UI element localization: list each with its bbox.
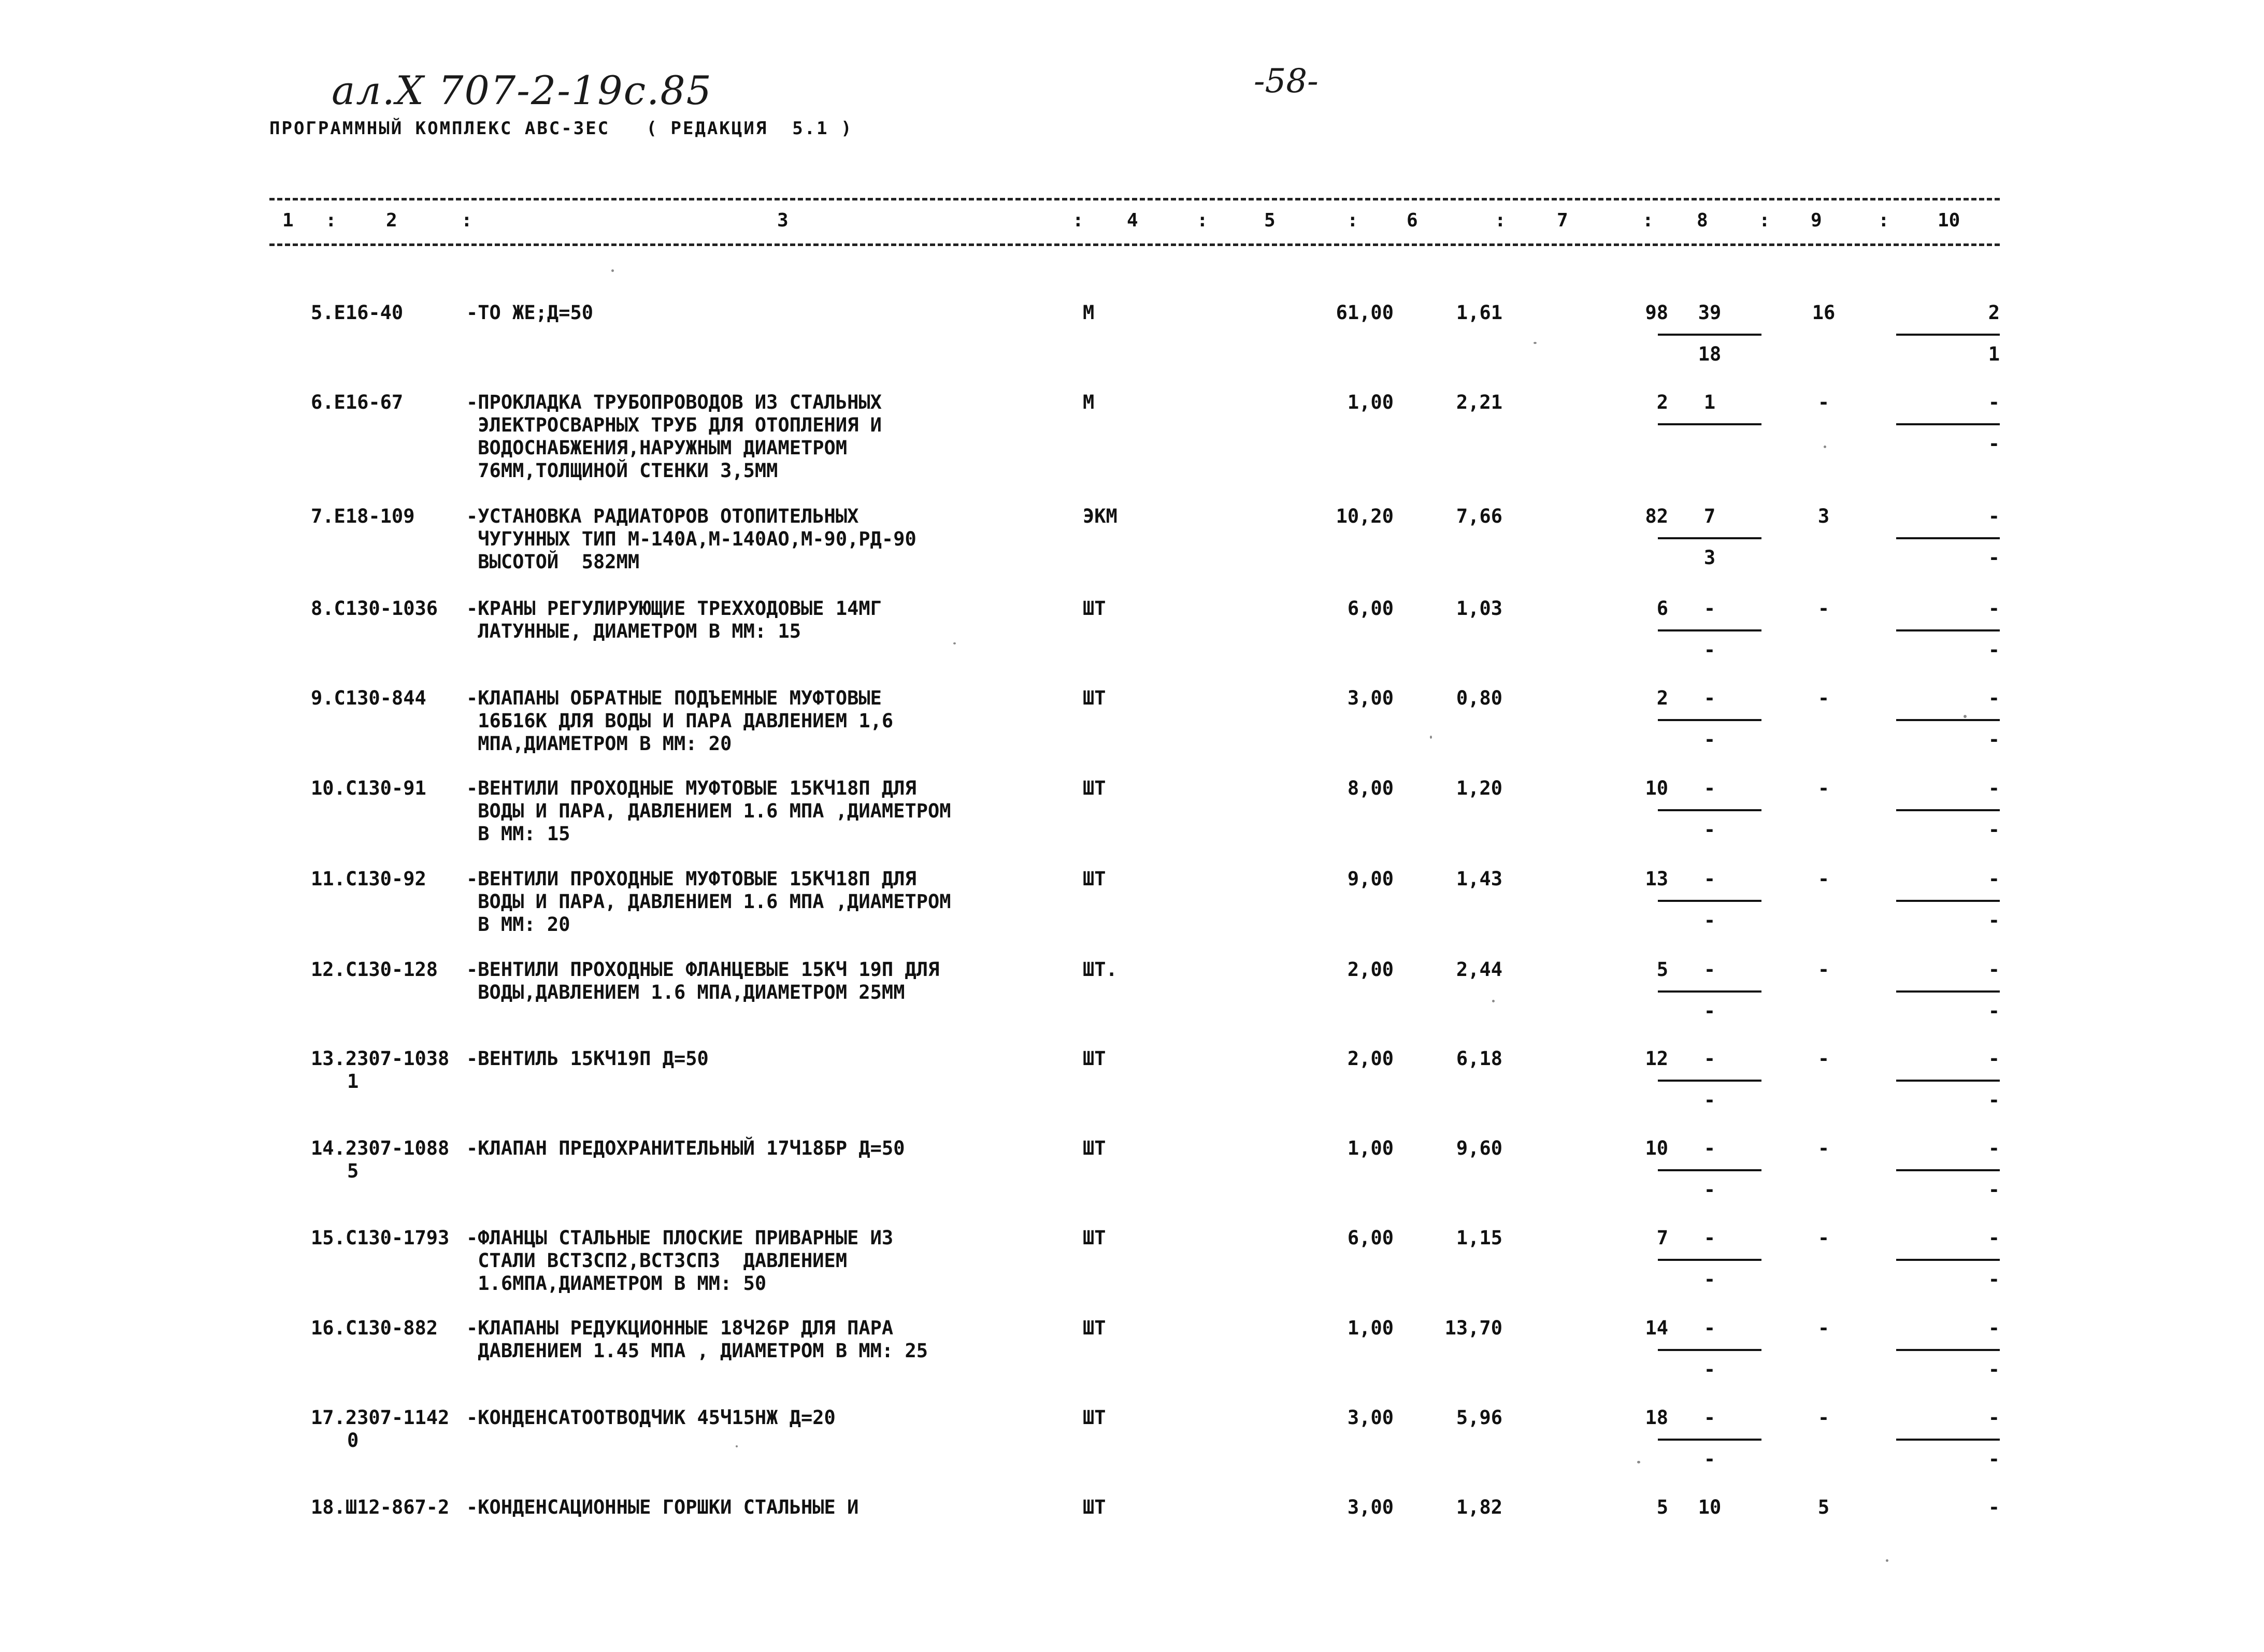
column-number: 6 <box>1407 210 1418 231</box>
item-description: -КЛАПАНЫ ОБРАТНЫЕ ПОДЪЕМНЫЕ МУФТОВЫЕ <box>466 687 882 709</box>
col10-value: - <box>1988 391 2000 413</box>
unit-price: 9,60 <box>1456 1137 1502 1159</box>
item-number: 17.2307-1142 <box>311 1406 450 1429</box>
quantity: 3,00 <box>1347 687 1394 709</box>
fraction-line <box>1658 1080 1761 1082</box>
col9-value: - <box>1817 1406 1830 1429</box>
item-number: 13.2307-1038 <box>311 1047 450 1070</box>
fraction-line <box>1896 1169 2000 1171</box>
unit-price: 1,20 <box>1456 777 1502 799</box>
table-top-rule <box>269 198 2000 200</box>
col8-value: - <box>1703 1406 1716 1429</box>
col10-value: - <box>1988 777 2000 799</box>
col10-below-value: - <box>1988 728 2000 751</box>
col7-value: 5 <box>1656 958 1668 981</box>
col7-value: 10 <box>1645 777 1668 799</box>
col7-value: 13 <box>1645 868 1668 890</box>
quantity: 9,00 <box>1347 868 1394 890</box>
column-number: 10 <box>1938 210 1960 231</box>
col10-below-value: - <box>1988 639 2000 661</box>
item-description: ВОДЫ И ПАРА, ДАВЛЕНИЕМ 1.6 МПА ,ДИАМЕТРОМ <box>466 800 951 822</box>
unit: М <box>1083 301 1095 324</box>
item-description: -ТО ЖЕ;Д=50 <box>466 301 594 324</box>
item-description: 1.6МПА,ДИАМЕТРОМ В ММ: 50 <box>466 1272 767 1295</box>
col8-value: - <box>1703 1227 1716 1249</box>
col10-below-value: - <box>1988 1448 2000 1470</box>
col8-below-value: - <box>1703 1268 1716 1290</box>
item-description: ЧУГУННЫХ ТИП М-140А,М-140АО,М-90,РД-90 <box>466 528 916 550</box>
col10-value: - <box>1988 1317 2000 1339</box>
quantity: 6,00 <box>1347 597 1394 620</box>
column-number-row: 1 : 2 : 3 : 4 : 5 : 6 : 7 : 8 : 9 : 10 <box>282 210 1960 231</box>
item-description: -КЛАПАНЫ РЕДУКЦИОННЫЕ 18Ч26Р ДЛЯ ПАРА <box>466 1317 894 1339</box>
handwritten-document-code: ал.X 707-2-19с.85 <box>332 67 713 113</box>
scan-noise <box>1430 736 1432 739</box>
item-description: -ВЕНТИЛЬ 15КЧ19П Д=50 <box>466 1047 709 1070</box>
col10-below-value: - <box>1988 1179 2000 1201</box>
item-description: ЛАТУННЫЕ, ДИАМЕТРОМ В ММ: 15 <box>466 620 801 642</box>
fraction-line <box>1658 629 1761 631</box>
col8-value: - <box>1703 1137 1716 1159</box>
item-description: В ММ: 15 <box>466 823 570 845</box>
column-number: 7 <box>1557 210 1568 231</box>
col8-below-value: - <box>1703 1179 1716 1201</box>
fraction-line <box>1896 1439 2000 1441</box>
scan-noise <box>1824 446 1826 448</box>
column-number: 1 <box>282 210 294 231</box>
item-description: ДАВЛЕНИЕМ 1.45 МПА , ДИАМЕТРОМ В ММ: 25 <box>466 1340 928 1362</box>
fraction-line <box>1896 1349 2000 1351</box>
col9-value: 16 <box>1812 301 1836 324</box>
column-number: 2 <box>386 210 397 231</box>
col8-below-value: 18 <box>1698 343 1722 365</box>
fraction-line <box>1896 719 2000 721</box>
col10-value: - <box>1988 958 2000 981</box>
scan-noise <box>953 642 956 644</box>
quantity: 3,00 <box>1347 1406 1394 1429</box>
quantity: 1,00 <box>1347 1317 1394 1339</box>
item-description: СТАЛИ ВСТ3СП2,ВСТ3СП3 ДАВЛЕНИЕМ <box>466 1249 848 1272</box>
item-number-suffix: 0 <box>347 1429 359 1452</box>
col8-value: - <box>1703 1047 1716 1070</box>
program-line: ПРОГРАММНЫЙ КОМПЛЕКС АВС-3ЕС ( РЕДАКЦИЯ 5.1 ) <box>269 118 853 139</box>
col10-below-value: - <box>1988 1000 2000 1022</box>
col10-value: - <box>1988 868 2000 890</box>
fraction-line <box>1658 334 1761 336</box>
col10-value: 2 <box>1988 301 2000 324</box>
col9-value: - <box>1817 1317 1830 1339</box>
fraction-line <box>1658 990 1761 993</box>
item-description: -УСТАНОВКА РАДИАТОРОВ ОТОПИТЕЛЬНЫХ <box>466 505 859 527</box>
col8-value: 1 <box>1703 391 1716 413</box>
col9-value: - <box>1817 1047 1830 1070</box>
scan-noise <box>1886 1559 1888 1562</box>
quantity: 2,00 <box>1347 958 1394 981</box>
col8-below-value: 3 <box>1703 547 1716 569</box>
col9-value: 3 <box>1817 505 1830 527</box>
item-number: 6.Е16-67 <box>311 391 404 413</box>
col8-value: 10 <box>1698 1496 1722 1518</box>
item-number: 18.Ш12-867-2 <box>311 1496 450 1518</box>
col8-value: 39 <box>1698 301 1722 324</box>
unit: ШТ <box>1083 1227 1106 1249</box>
scan-noise <box>1534 342 1537 344</box>
unit-price: 1,61 <box>1456 301 1502 324</box>
unit: М <box>1083 391 1095 413</box>
item-number: 11.С130-92 <box>311 868 426 890</box>
col7-value: 2 <box>1656 687 1668 709</box>
col10-below-value: 1 <box>1988 343 2000 365</box>
col9-value: - <box>1817 958 1830 981</box>
column-number: 5 <box>1264 210 1276 231</box>
unit-price: 1,03 <box>1456 597 1502 620</box>
fraction-line <box>1896 809 2000 811</box>
item-number: 7.Е18-109 <box>311 505 415 527</box>
item-description: -ВЕНТИЛИ ПРОХОДНЫЕ ФЛАНЦЕВЫЕ 15КЧ 19П ДЛЯ <box>466 958 940 981</box>
col8-value: - <box>1703 868 1716 890</box>
col9-value: 5 <box>1817 1496 1830 1518</box>
col9-value: - <box>1817 1227 1830 1249</box>
scan-noise <box>611 269 614 272</box>
item-description: МПА,ДИАМЕТРОМ В ММ: 20 <box>466 732 732 755</box>
column-number: 8 <box>1697 210 1708 231</box>
scan-noise <box>1492 1000 1495 1002</box>
fraction-line <box>1896 990 2000 993</box>
item-description: -ВЕНТИЛИ ПРОХОДНЫЕ МУФТОВЫЕ 15КЧ18П ДЛЯ <box>466 868 916 890</box>
col10-value: - <box>1988 505 2000 527</box>
item-description: 16Б16К ДЛЯ ВОДЫ И ПАРА ДАВЛЕНИЕМ 1,6 <box>466 710 894 732</box>
item-description: -КОНДЕНСАЦИОННЫЕ ГОРШКИ СТАЛЬНЫЕ И <box>466 1496 859 1518</box>
unit-price: 1,43 <box>1456 868 1502 890</box>
col8-value: - <box>1703 1317 1716 1339</box>
item-number-suffix: 1 <box>347 1070 359 1093</box>
fraction-line <box>1658 1169 1761 1171</box>
fraction-line <box>1658 719 1761 721</box>
col7-value: 2 <box>1656 391 1668 413</box>
quantity: 10,20 <box>1336 505 1394 527</box>
page-number: -58- <box>1254 62 1319 100</box>
unit: ШТ <box>1083 1496 1106 1518</box>
item-number: 10.С130-91 <box>311 777 426 799</box>
quantity: 1,00 <box>1347 1137 1394 1159</box>
table-header-bottom-rule <box>269 243 2000 246</box>
unit-price: 6,18 <box>1456 1047 1502 1070</box>
item-description: -КРАНЫ РЕГУЛИРУЮЩИЕ ТРЕХХОДОВЫЕ 14МГ <box>466 597 882 620</box>
col10-below-value: - <box>1988 1089 2000 1111</box>
fraction-line <box>1658 423 1761 425</box>
item-number: 15.С130-1793 <box>311 1227 450 1249</box>
col7-value: 12 <box>1645 1047 1668 1070</box>
col7-value: 5 <box>1656 1496 1668 1518</box>
fraction-line <box>1896 334 2000 336</box>
quantity: 3,00 <box>1347 1496 1394 1518</box>
fraction-line <box>1658 1439 1761 1441</box>
fraction-line <box>1658 900 1761 902</box>
col7-value: 10 <box>1645 1137 1668 1159</box>
col8-below-value: - <box>1703 1089 1716 1111</box>
fraction-line <box>1896 1259 2000 1261</box>
unit-price: 5,96 <box>1456 1406 1502 1429</box>
fraction-line <box>1658 1349 1761 1351</box>
unit-price: 1,82 <box>1456 1496 1502 1518</box>
item-description: ВОДОСНАБЖЕНИЯ,НАРУЖНЫМ ДИАМЕТРОМ <box>466 437 848 459</box>
col9-value: - <box>1817 687 1830 709</box>
item-number: 9.С130-844 <box>311 687 426 709</box>
col7-value: 14 <box>1645 1317 1668 1339</box>
col10-below-value: - <box>1988 818 2000 841</box>
col7-value: 98 <box>1645 301 1668 324</box>
col10-value: - <box>1988 597 2000 620</box>
item-description: 76ММ,ТОЛЩИНОЙ СТЕНКИ 3,5ММ <box>466 459 778 482</box>
unit: ЭКМ <box>1083 505 1117 527</box>
col8-below-value: - <box>1703 1358 1716 1381</box>
col10-below-value: - <box>1988 909 2000 931</box>
unit-price: 2,21 <box>1456 391 1502 413</box>
unit-price: 7,66 <box>1456 505 1502 527</box>
col8-value: - <box>1703 958 1716 981</box>
unit-price: 2,44 <box>1456 958 1502 981</box>
col8-below-value: - <box>1703 1000 1716 1022</box>
unit: ШТ <box>1083 1137 1106 1159</box>
col10-value: - <box>1988 1227 2000 1249</box>
item-description: ЭЛЕКТРОСВАРНЫХ ТРУБ ДЛЯ ОТОПЛЕНИЯ И <box>466 414 882 436</box>
fraction-line <box>1658 809 1761 811</box>
item-description: -ВЕНТИЛИ ПРОХОДНЫЕ МУФТОВЫЕ 15КЧ18П ДЛЯ <box>466 777 916 799</box>
item-number-suffix: 5 <box>347 1160 359 1182</box>
col7-value: 18 <box>1645 1406 1668 1429</box>
unit: ШТ <box>1083 777 1106 799</box>
col8-value: 7 <box>1703 505 1716 527</box>
col8-value: - <box>1703 777 1716 799</box>
unit-price: 1,15 <box>1456 1227 1502 1249</box>
quantity: 8,00 <box>1347 777 1394 799</box>
col9-value: - <box>1817 777 1830 799</box>
col8-below-value: - <box>1703 1448 1716 1470</box>
unit: ШТ <box>1083 1047 1106 1070</box>
scan-noise <box>736 1445 738 1447</box>
unit: ШТ <box>1083 868 1106 890</box>
item-description: -КЛАПАН ПРЕДОХРАНИТЕЛЬНЫЙ 17Ч18БР Д=50 <box>466 1137 905 1159</box>
item-description: ВОДЫ,ДАВЛЕНИЕМ 1.6 МПА,ДИАМЕТРОМ 25ММ <box>466 981 905 1003</box>
item-description: -КОНДЕНСАТООТВОДЧИК 45Ч15НЖ Д=20 <box>466 1406 836 1429</box>
col10-below-value: - <box>1988 433 2000 455</box>
scan-noise <box>1637 1461 1640 1463</box>
col10-value: - <box>1988 1496 2000 1518</box>
col9-value: - <box>1817 597 1830 620</box>
item-number: 8.С130-1036 <box>311 597 438 620</box>
col10-below-value: - <box>1988 1358 2000 1381</box>
item-number: 5.Е16-40 <box>311 301 404 324</box>
fraction-line <box>1896 629 2000 631</box>
unit: ШТ <box>1083 597 1106 620</box>
item-description: -ФЛАНЦЫ СТАЛЬНЫЕ ПЛОСКИЕ ПРИВАРНЫЕ ИЗ <box>466 1227 894 1249</box>
col9-value: - <box>1817 391 1830 413</box>
col10-below-value: - <box>1988 547 2000 569</box>
unit: ШТ <box>1083 1406 1106 1429</box>
item-number: 12.С130-128 <box>311 958 438 981</box>
unit-price: 13,70 <box>1444 1317 1502 1339</box>
col10-value: - <box>1988 687 2000 709</box>
fraction-line <box>1896 1080 2000 1082</box>
col7-value: 6 <box>1656 597 1668 620</box>
column-number: 9 <box>1811 210 1822 231</box>
column-number: 4 <box>1127 210 1138 231</box>
col8-below-value: - <box>1703 639 1716 661</box>
col8-below-value: - <box>1703 728 1716 751</box>
item-description: ВОДЫ И ПАРА, ДАВЛЕНИЕМ 1.6 МПА ,ДИАМЕТРОМ <box>466 890 951 913</box>
unit: ШТ. <box>1083 958 1117 981</box>
col8-value: - <box>1703 687 1716 709</box>
fraction-line <box>1896 900 2000 902</box>
unit: ШТ <box>1083 1317 1106 1339</box>
fraction-line <box>1658 537 1761 539</box>
item-description: ВЫСОТОЙ 582ММ <box>466 551 640 573</box>
fraction-line <box>1896 537 2000 539</box>
scan-noise <box>1964 715 1967 718</box>
item-number: 14.2307-1088 <box>311 1137 450 1159</box>
column-number: 3 <box>777 210 789 231</box>
col8-below-value: - <box>1703 818 1716 841</box>
item-description: В ММ: 20 <box>466 913 570 936</box>
col7-value: 7 <box>1656 1227 1668 1249</box>
col10-value: - <box>1988 1047 2000 1070</box>
quantity: 1,00 <box>1347 391 1394 413</box>
quantity: 61,00 <box>1336 301 1394 324</box>
unit: ШТ <box>1083 687 1106 709</box>
fraction-line <box>1658 1259 1761 1261</box>
col9-value: - <box>1817 1137 1830 1159</box>
item-description: -ПРОКЛАДКА ТРУБОПРОВОДОВ ИЗ СТАЛЬНЫХ <box>466 391 882 413</box>
col10-value: - <box>1988 1406 2000 1429</box>
col10-below-value: - <box>1988 1268 2000 1290</box>
unit-price: 0,80 <box>1456 687 1502 709</box>
quantity: 6,00 <box>1347 1227 1394 1249</box>
col9-value: - <box>1817 868 1830 890</box>
col8-below-value: - <box>1703 909 1716 931</box>
col10-value: - <box>1988 1137 2000 1159</box>
col7-value: 82 <box>1645 505 1668 527</box>
col8-value: - <box>1703 597 1716 620</box>
quantity: 2,00 <box>1347 1047 1394 1070</box>
item-number: 16.С130-882 <box>311 1317 438 1339</box>
fraction-line <box>1896 423 2000 425</box>
